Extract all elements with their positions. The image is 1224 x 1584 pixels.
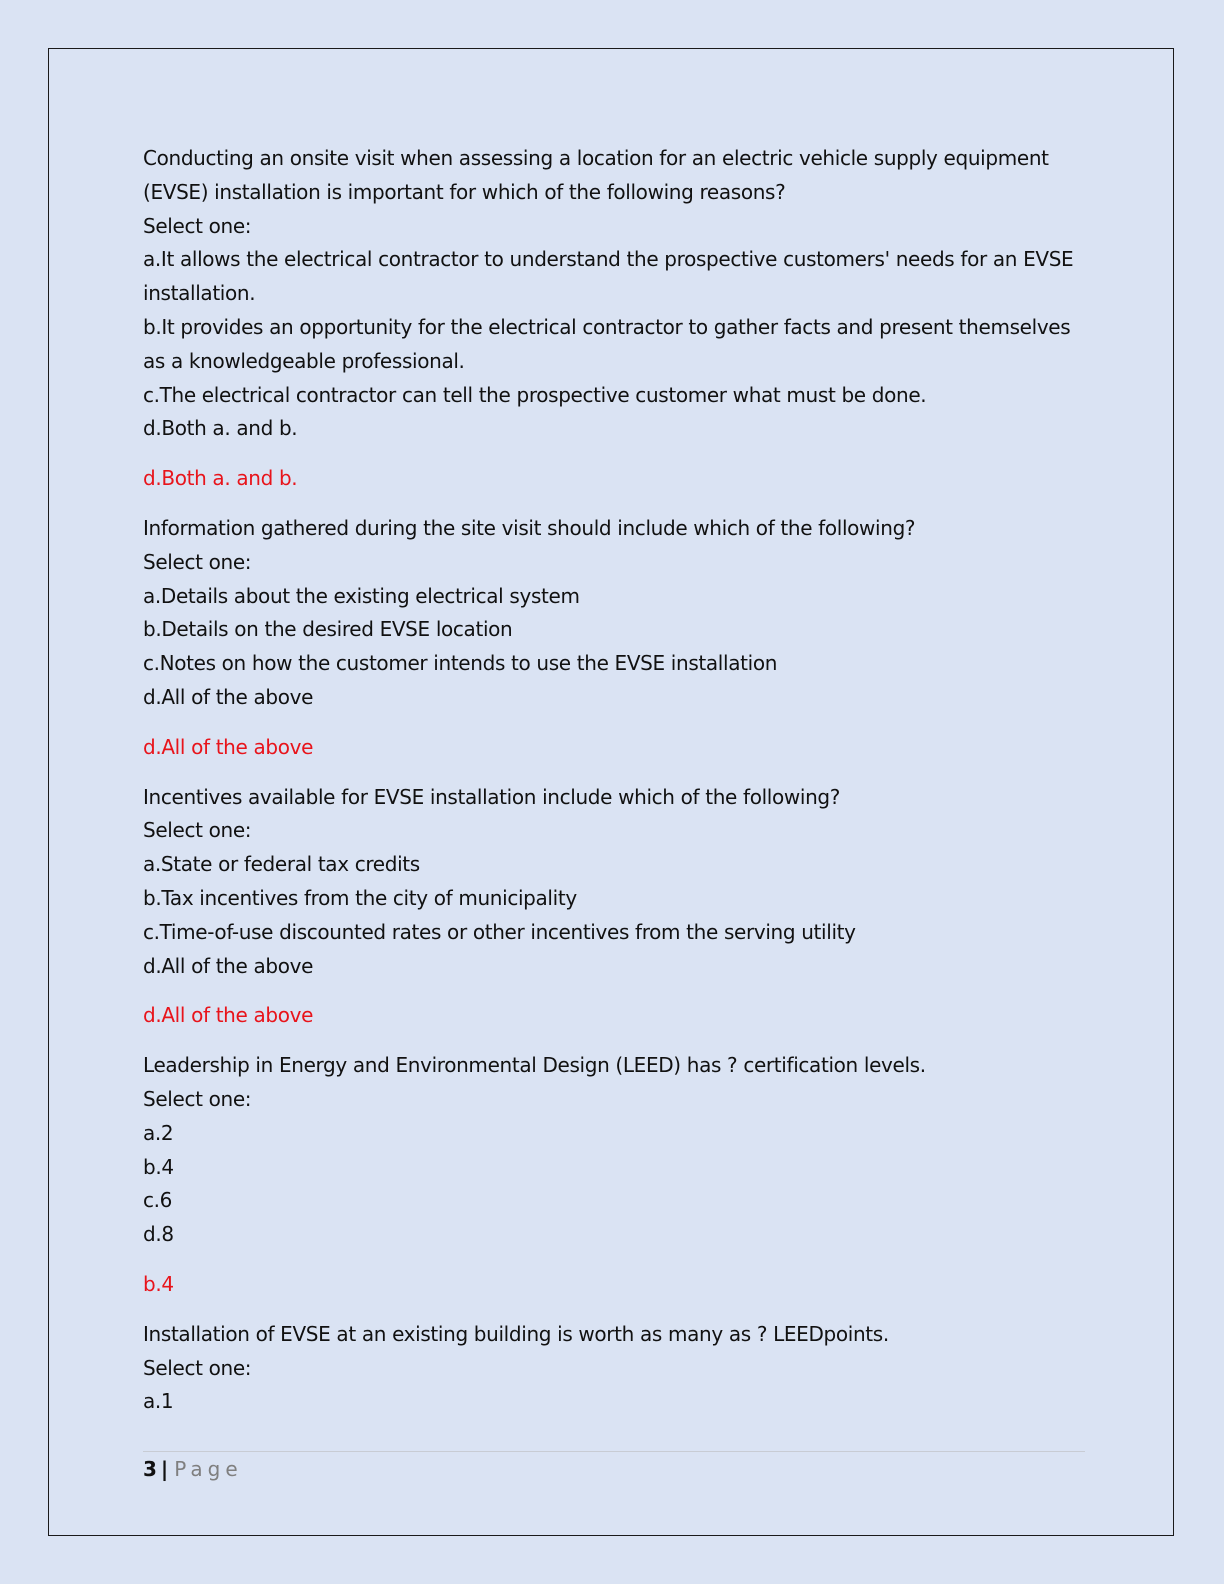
option-b: b.Tax incentives from the city of municipality: [143, 885, 577, 910]
question-block-5: [143, 1318, 1083, 1419]
option-a: a.2: [143, 1120, 174, 1145]
option-c: c.6: [143, 1188, 173, 1213]
select-prompt: Select one:: [143, 818, 252, 843]
question-text: Leadership in Energy and Environmental Design (LEED) has ? certification levels.: [143, 1053, 926, 1078]
footer-separator: |: [160, 1457, 169, 1481]
option-c: c.Time-of-use discounted rates or other incentives from the serving utility: [143, 919, 856, 944]
option-a: a.It allows the electrical contractor to understand the prospective customers' needs for an EVSE installation.: [143, 247, 1074, 306]
question-block-3: [143, 781, 1083, 1034]
option-c: c.Notes on how the customer intends to use the EVSE installation: [143, 651, 778, 676]
question-block-2: [143, 512, 1083, 765]
select-prompt: Select one:: [143, 1355, 252, 1380]
option-d: d.All of the above: [143, 953, 314, 978]
select-prompt: Select one:: [143, 213, 252, 238]
question-block-4: [143, 1049, 1083, 1302]
select-prompt: Select one:: [143, 549, 252, 574]
option-a: a.State or federal tax credits: [143, 852, 420, 877]
page-footer: [143, 1455, 243, 1483]
footer-divider: [143, 1451, 1085, 1452]
option-d: d.All of the above: [143, 684, 314, 709]
answer-text: d.Both a. and b.: [143, 466, 298, 491]
question-text: Information gathered during the site visit should include which of the following?: [143, 515, 916, 540]
option-b: b.4: [143, 1154, 174, 1179]
question-text: Conducting an onsite visit when assessing a location for an electric vehicle supply equipment (EVSE) installation is important for which of the following reasons?: [143, 146, 1049, 204]
page-label: Page: [174, 1457, 243, 1481]
option-a: a.1: [143, 1389, 174, 1414]
option-a: a.Details about the existing electrical system: [143, 583, 580, 608]
select-prompt: Select one:: [143, 1086, 252, 1111]
question-text: Incentives available for EVSE installation include which of the following?: [143, 784, 841, 809]
option-c: c.The electrical contractor can tell the prospective customer what must be done.: [143, 382, 927, 407]
option-d: d.8: [143, 1222, 174, 1247]
page-number: 3: [143, 1457, 157, 1481]
answer-text: d.All of the above: [143, 1003, 314, 1028]
answer-text: d.All of the above: [143, 734, 314, 759]
option-b: b.Details on the desired EVSE location: [143, 617, 513, 642]
document-body: [143, 142, 1083, 1419]
answer-text: b.4: [143, 1271, 174, 1296]
question-block-1: [143, 142, 1083, 496]
option-b: b.It provides an opportunity for the electrical contractor to gather facts and present themselves as a knowledgeable professional.: [143, 314, 1071, 373]
option-d: d.Both a. and b.: [143, 416, 298, 441]
question-text: Installation of EVSE at an existing building is worth as many as ? LEEDpoints.: [143, 1321, 889, 1346]
